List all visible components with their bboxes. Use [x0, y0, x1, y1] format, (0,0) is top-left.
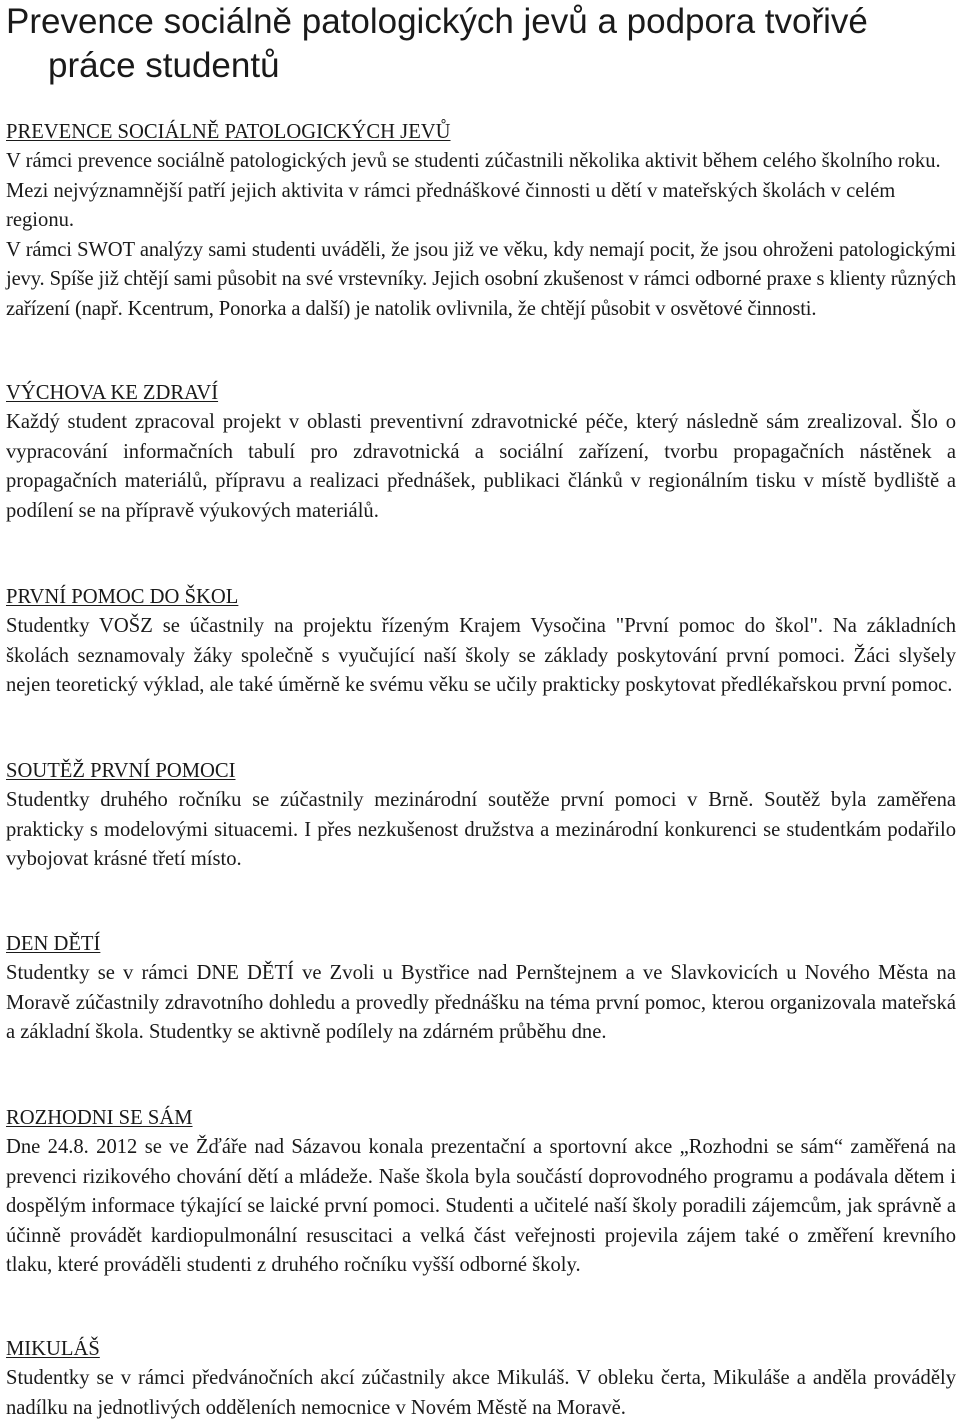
section-paragraph: Studentky se v rámci předvánočních akcí zúčastnily akce Mikuláš. V obleku čerta, Mikuláše a anděla prováděly nadílku na jednotlivých odděleních nemocnice v Novém Městě na Moravě. [6, 1367, 956, 1419]
section-paragraph: Dne 24.8. 2012 se ve Žďáře nad Sázavou konala prezentační a sportovní akce „Rozhodni se sám“ zaměřená na prevenci rizikového chování dětí a mládeže. Naše škola byla součástí doprovodného programu a podávala dětem i dospělým informace týkající se laické první pomoci. Studenti a učitelé naší školy poradili zájemcům, jak správně a účinně provádět kardiopulmonální resuscitaci a velká část veřejnosti projevila zájem také o změření krevního tlaku, které prováděli studenti z druhého ročníku vyšší odborné školy. [6, 1136, 956, 1276]
section-heading: DEN DĚTÍ [6, 933, 101, 955]
page-title-line-2: práce studentů [48, 46, 280, 85]
page-title [6, 0, 868, 88]
section-rozhodni-se-sam [6, 1104, 956, 1281]
section-mikulas [6, 1335, 956, 1423]
section-heading: PREVENCE SOCIÁLNĚ PATOLOGICKÝCH JEVŮ [6, 121, 451, 143]
section-soutez-prvni-pomoci [6, 757, 956, 875]
section-paragraph: Každý student zpracoval projekt v oblasti preventivní zdravotnické péče, který následně sám zrealizoval. Šlo o vypracování informačních tabulí pro zdravotnická a sociální zařízení, tvorbu propagačních nástěnek a propagačních materiálů, přípravu a realizaci přednášek, publikaci článků v regionálním tisku v místě bydliště a podílení se na přípravě výukových materiálů. [6, 411, 956, 522]
section-paragraph: V rámci SWOT analýzy sami studenti uváděli, že jsou již ve věku, kdy nemají pocit, že jsou ohroženi patologickými jevy. Spíše již chtějí sami působit na své vrstevníky. Jejich osobní zkušenost v rámci odborné praxe s klienty různých zařízení (např. Kcentrum, Ponorka a další) je natolik ovlivnila, že chtějí působit v osvětové činnosti. [6, 238, 956, 320]
section-paragraph: V rámci prevence sociálně patologických jevů se studenti zúčastnili několika aktivit během celého školního roku. Mezi nejvýznamnější patří jejich aktivita v rámci přednáškové činnosti u dětí v mateřských školách v celém regionu. [6, 150, 941, 231]
section-vychova [6, 379, 956, 526]
section-heading: VÝCHOVA KE ZDRAVÍ [6, 382, 219, 404]
section-paragraph: Studentky se v rámci DNE DĚTÍ ve Zvoli u Bystřice nad Pernštejnem a ve Slavkovicích u Nového Města na Moravě zúčastnily zdravotního dohledu a provedly přednášku na téma první pomoc, kterou organizovala mateřská a základní škola. Studentky se aktivně podílely na zdárném průběhu dne. [6, 962, 956, 1043]
page-title-line-1: Prevence sociálně patologických jevů a podpora tvořivé [6, 2, 868, 41]
section-prevence [6, 118, 956, 324]
section-paragraph: Studentky VOŠZ se účastnily na projektu řízeným Krajem Vysočina "První pomoc do škol". Na základních školách seznamovaly žáky společně s vyučující naší školy se základy poskytování první pomoci. Žáci slyšely nejen teoretický výklad, ale také úměrně ke svému věku se učily prakticky poskytovat předlékařskou první pomoc. [6, 615, 956, 696]
section-den-deti [6, 930, 956, 1048]
section-heading: SOUTĚŽ PRVNÍ POMOCI [6, 760, 236, 782]
section-prvni-pomoc-do-skol [6, 583, 956, 701]
section-paragraph: Studentky druhého ročníku se zúčastnily mezinárodní soutěže první pomoci v Brně. Soutěž byla zaměřena prakticky s modelovými situacemi. I přes nezkušenost družstva a mezinárodní konkurenci se studentkám podařilo vybojovat krásné třetí místo. [6, 789, 956, 870]
section-heading: ROZHODNI SE SÁM [6, 1107, 193, 1129]
section-heading: MIKULÁŠ [6, 1338, 100, 1360]
section-heading: PRVNÍ POMOC DO ŠKOL [6, 586, 239, 608]
